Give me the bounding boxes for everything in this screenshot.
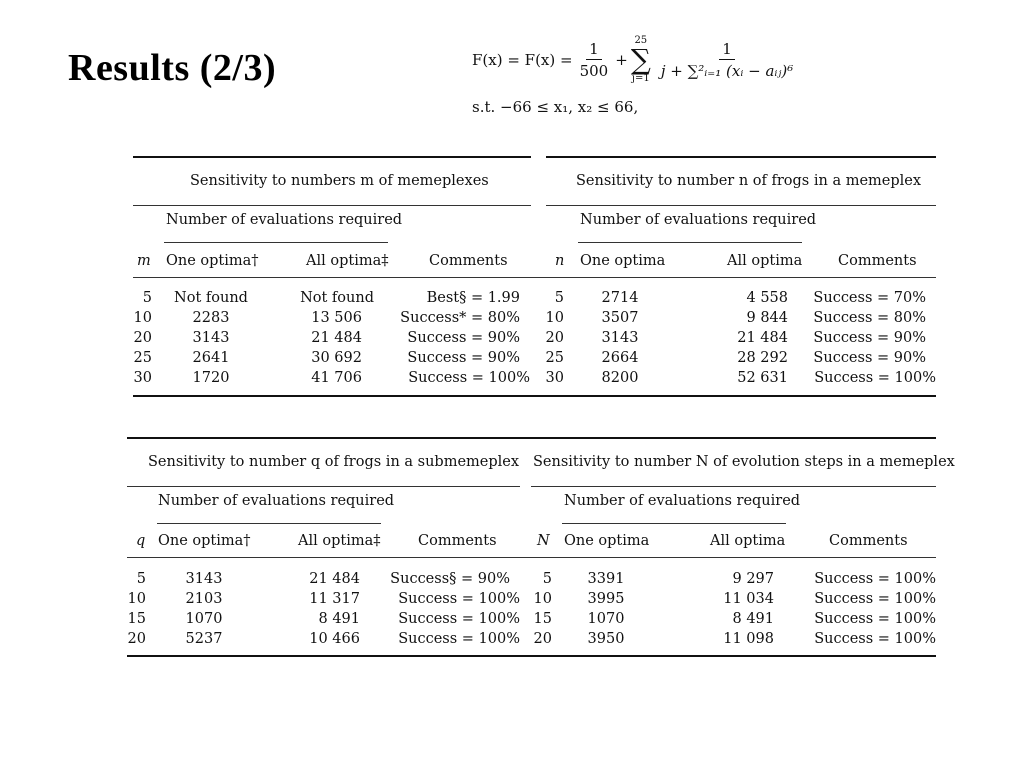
formula-constraint: s.t. −66 ≤ x₁, x₂ ≤ 66,: [472, 98, 639, 116]
col-comments: Comments: [838, 253, 917, 269]
row-comment: Success§ = 90%: [390, 571, 510, 587]
row-all-optima: 41 706: [311, 370, 362, 386]
row-comment: Best§ = 1.99: [426, 290, 520, 306]
row-param: 25: [133, 350, 152, 366]
row-comment: Success = 100%: [398, 591, 520, 607]
col-one-optima: One optima†: [158, 533, 251, 549]
row-one-optima: 8200: [601, 370, 639, 386]
header-rule: [127, 557, 936, 558]
sigma-icon: ∑: [630, 43, 651, 76]
row-param: 15: [127, 611, 146, 627]
plus-sign: +: [615, 51, 628, 69]
sum-upper-limit: 25: [634, 35, 648, 46]
row-one-optima: Not found: [174, 290, 248, 306]
row-all-optima: 9 844: [746, 310, 788, 326]
group-header-left: Number of evaluations required: [166, 212, 403, 228]
col-param-m: m: [137, 253, 151, 269]
row-comment: Success = 100%: [814, 370, 936, 386]
col-all-optima: All optima: [727, 253, 803, 269]
row-all-optima: 8 491: [732, 611, 774, 627]
row-all-optima: 11 034: [723, 591, 774, 607]
group-rule: [562, 523, 786, 524]
row-comment: Success = 90%: [407, 350, 520, 366]
row-one-optima: 2103: [185, 591, 223, 607]
group-rule: [157, 523, 381, 524]
col-one-optima: One optima: [580, 253, 666, 269]
row-all-optima: 30 692: [311, 350, 362, 366]
row-one-optima: 3143: [185, 571, 223, 587]
row-one-optima: 3143: [192, 330, 230, 346]
row-comment: Success* = 80%: [400, 310, 520, 326]
row-all-optima: 4 558: [746, 290, 788, 306]
row-comment: Success = 100%: [814, 591, 936, 607]
row-one-optima: 5237: [185, 631, 223, 647]
formula-lhs: F(x) = F(x) =: [472, 51, 573, 69]
col-all-optima: All optima: [710, 533, 786, 549]
fraction-2-denominator: j + ∑²ᵢ₌₁ (xᵢ − aᵢⱼ)⁶: [660, 61, 794, 80]
row-all-optima: 9 297: [732, 571, 774, 587]
row-comment: Success = 90%: [407, 330, 520, 346]
caption-rule: [531, 486, 936, 487]
row-one-optima: 3507: [601, 310, 639, 326]
row-comment: Success = 100%: [814, 571, 936, 587]
row-one-optima: 2283: [192, 310, 230, 326]
col-one-optima: One optima: [564, 533, 650, 549]
row-all-optima: 28 292: [737, 350, 788, 366]
row-one-optima: 2714: [601, 290, 639, 306]
row-all-optima: 21 484: [737, 330, 788, 346]
col-param-q: q: [136, 533, 146, 549]
row-param: 15: [533, 611, 552, 627]
row-comment: Success = 100%: [398, 631, 520, 647]
row-comment: Success = 100%: [408, 370, 530, 386]
row-one-optima: 2641: [192, 350, 230, 366]
row-all-optima: 11 098: [723, 631, 774, 647]
row-param: 20: [545, 330, 564, 346]
group-header-left: Number of evaluations required: [158, 493, 395, 509]
group-header-right: Number of evaluations required: [580, 212, 817, 228]
col-all-optima: All optima‡: [306, 253, 389, 269]
sum-lower-limit: j=1: [631, 73, 650, 84]
col-comments: Comments: [418, 533, 497, 549]
row-comment: Success = 90%: [813, 330, 926, 346]
caption-n: Sensitivity to number n of frogs in a memeplex: [576, 173, 922, 189]
group-header-right: Number of evaluations required: [564, 493, 801, 509]
row-all-optima: Not found: [300, 290, 374, 306]
bottom-rule: [127, 655, 936, 657]
row-one-optima: 1070: [185, 611, 223, 627]
fraction-1-denominator: 500: [579, 61, 609, 80]
caption-N: Sensitivity to number N of evolution steps in a memeplex: [533, 454, 955, 470]
row-comment: Success = 80%: [813, 310, 926, 326]
caption-rule: [127, 486, 520, 487]
row-all-optima: 21 484: [311, 330, 362, 346]
col-param-n: n: [555, 253, 565, 269]
row-param: 20: [133, 330, 152, 346]
row-param: 10: [127, 591, 146, 607]
row-param: 5: [142, 290, 152, 306]
row-one-optima: 3950: [587, 631, 625, 647]
row-all-optima: 11 317: [309, 591, 360, 607]
row-all-optima: 21 484: [309, 571, 360, 587]
row-param: 30: [133, 370, 152, 386]
row-comment: Success = 100%: [814, 611, 936, 627]
caption-m: Sensitivity to numbers m of memeplexes: [190, 173, 489, 189]
row-param: 5: [136, 571, 146, 587]
col-comments: Comments: [429, 253, 508, 269]
row-one-optima: 3391: [587, 571, 625, 587]
row-param: 10: [545, 310, 564, 326]
row-comment: Success = 90%: [813, 350, 926, 366]
top-rule: [127, 437, 936, 439]
row-param: 20: [533, 631, 552, 647]
row-one-optima: 3143: [601, 330, 639, 346]
row-param: 5: [554, 290, 564, 306]
fraction-2-numerator: 1: [719, 39, 735, 60]
row-all-optima: 8 491: [318, 611, 360, 627]
row-param: 25: [545, 350, 564, 366]
row-one-optima: 1070: [587, 611, 625, 627]
col-one-optima: One optima†: [166, 253, 259, 269]
col-param-N: N: [537, 533, 550, 549]
row-all-optima: 52 631: [737, 370, 788, 386]
row-one-optima: 3995: [587, 591, 625, 607]
row-param: 10: [533, 591, 552, 607]
col-comments: Comments: [829, 533, 908, 549]
caption-q: Sensitivity to number q of frogs in a submemeplex: [148, 454, 520, 470]
row-comment: Success = 100%: [814, 631, 936, 647]
row-param: 10: [133, 310, 152, 326]
row-all-optima: 10 466: [309, 631, 360, 647]
col-all-optima: All optima‡: [298, 533, 381, 549]
row-comment: Success = 70%: [813, 290, 926, 306]
row-param: 5: [542, 571, 552, 587]
row-comment: Success = 100%: [398, 611, 520, 627]
row-one-optima: 1720: [192, 370, 230, 386]
page-title: Results (2/3): [68, 47, 277, 89]
row-param: 20: [127, 631, 146, 647]
fraction-1-numerator: 1: [586, 39, 602, 60]
row-all-optima: 13 506: [311, 310, 362, 326]
row-param: 30: [545, 370, 564, 386]
row-one-optima: 2664: [601, 350, 639, 366]
